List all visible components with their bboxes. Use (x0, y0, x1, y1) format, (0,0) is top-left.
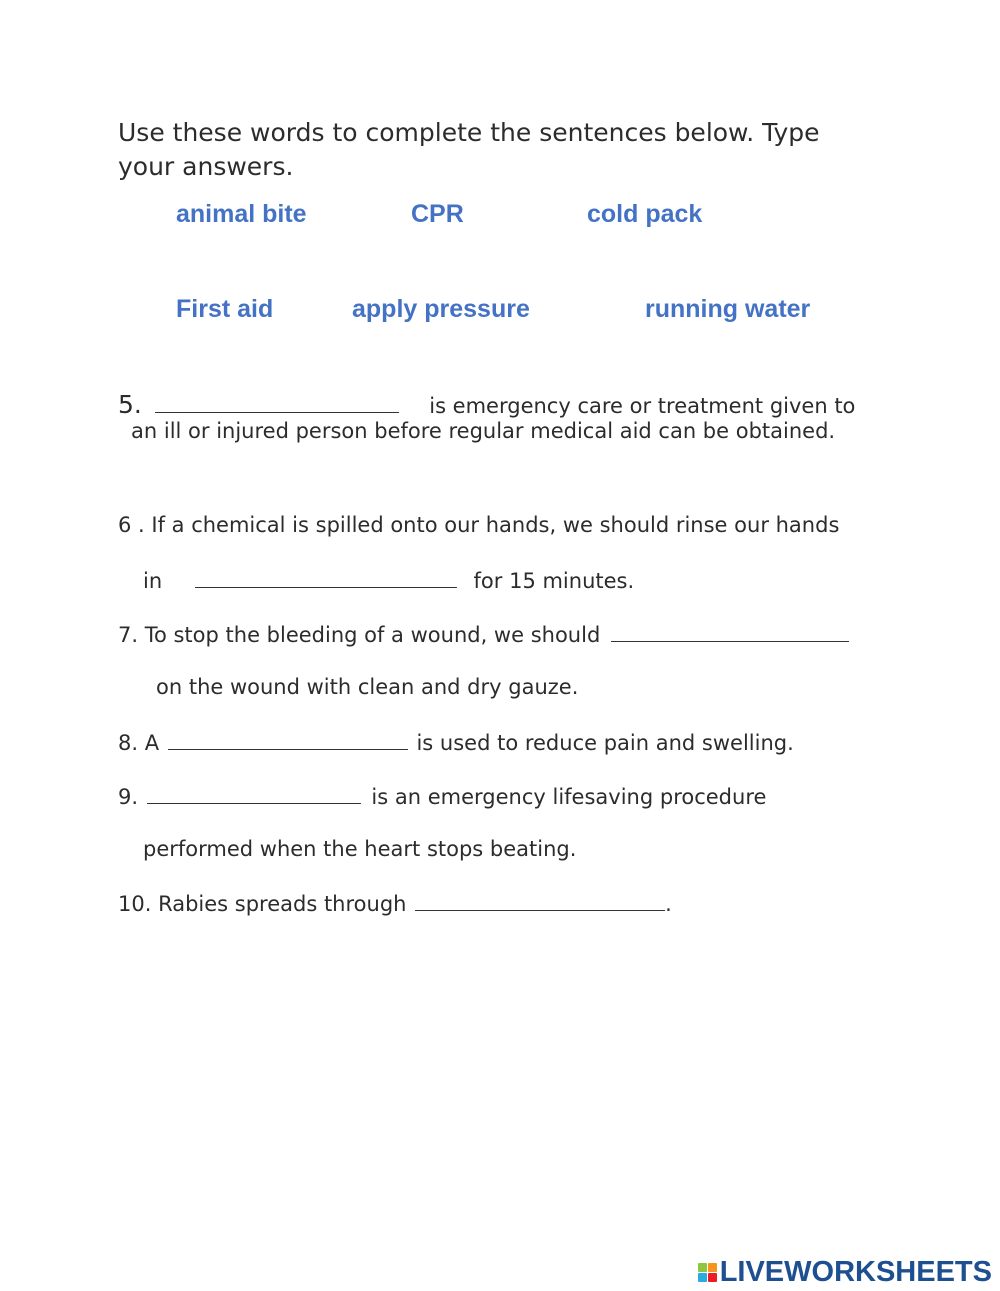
question-9 (118, 783, 766, 809)
answer-blank-9[interactable] (147, 783, 361, 804)
word-first-aid: First aid (176, 295, 274, 323)
question-9-pre: 9. (118, 785, 139, 809)
question-10-post: . (665, 892, 672, 916)
question-5-text-b: an ill or injured person before regular medical aid can be obtained. (131, 419, 836, 443)
question-10 (118, 890, 672, 916)
answer-blank-5[interactable] (155, 392, 399, 413)
answer-blank-8[interactable] (168, 729, 408, 750)
question-6 (143, 567, 634, 593)
question-7-text-a: 7. To stop the bleeding of a wound, we should (118, 623, 601, 647)
word-apply-pressure: apply pressure (352, 295, 530, 323)
question-6-text-a: 6 . If a chemical is spilled onto our hands, we should rinse our hands (118, 513, 840, 537)
instructions: Use these words to complete the sentences below. Type your answers. (118, 118, 820, 181)
question-7 (118, 621, 849, 647)
question-9-text-b: performed when the heart stops beating. (143, 837, 577, 861)
word-cold-pack: cold pack (587, 200, 703, 228)
word-animal-bite: animal bite (176, 200, 307, 228)
answer-blank-6[interactable] (195, 567, 457, 588)
logo-text: LIVEWORKSHEETS (719, 1256, 992, 1288)
question-9-post: is an emergency lifesaving procedure (371, 785, 767, 809)
question-6-post: for 15 minutes. (473, 569, 635, 593)
liveworksheets-logo (698, 1256, 992, 1289)
question-5-number: 5. (118, 390, 142, 419)
answer-blank-10[interactable] (415, 890, 665, 911)
question-6-pre: in (143, 569, 163, 593)
word-running-water: running water (645, 295, 811, 323)
word-cpr: CPR (411, 200, 464, 228)
question-8 (118, 729, 794, 755)
question-8-pre: 8. A (118, 731, 160, 755)
question-8-post: is used to reduce pain and swelling. (416, 731, 794, 755)
question-5 (118, 390, 855, 419)
question-7-text-b: on the wound with clean and dry gauze. (156, 675, 579, 699)
answer-blank-7[interactable] (611, 621, 849, 642)
logo-blocks-icon (698, 1263, 717, 1282)
question-10-pre: 10. Rabies spreads through (118, 892, 407, 916)
question-5-text-a: is emergency care or treatment given to (429, 394, 856, 418)
